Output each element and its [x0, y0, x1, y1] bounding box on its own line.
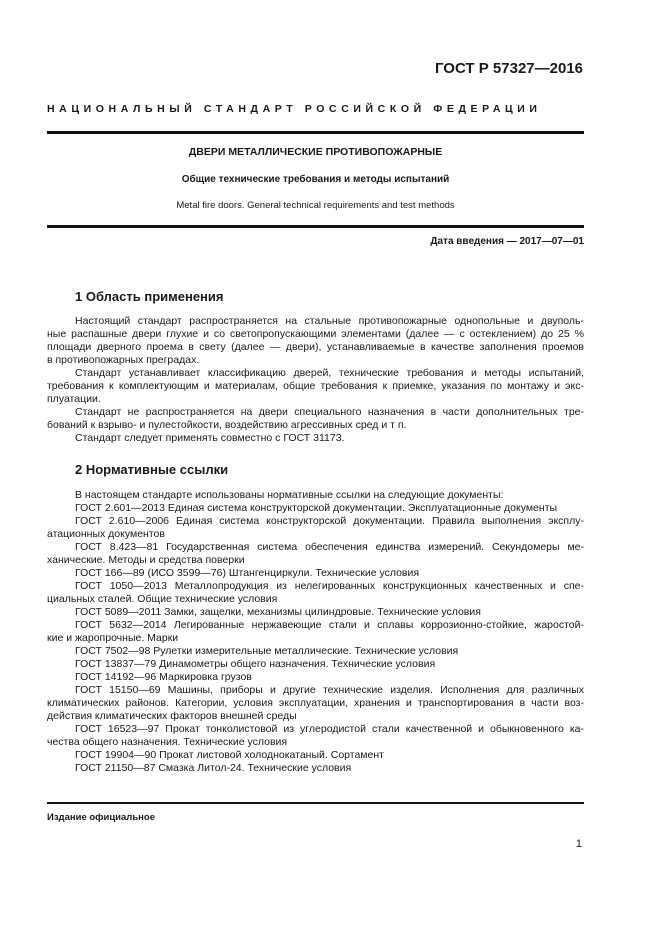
paragraph	[47, 406, 584, 432]
paragraph	[47, 502, 584, 515]
footer-divider	[47, 802, 584, 804]
paragraph	[47, 658, 584, 671]
text-line: чества общего назначения. Технические условия	[47, 736, 288, 748]
document-number: ГОСТ Р 57327—2016	[434, 60, 583, 77]
text-line: ГОСТ 14192—96 Маркировка грузов	[75, 671, 252, 683]
text-line: бований к взрыво- и пулестойкости, воздействию агрессивных сред и т п.	[47, 419, 407, 431]
text-line: ГОСТ 13837—79 Динамометры общего назначения. Технические условия	[75, 658, 436, 670]
divider	[47, 225, 584, 228]
section-heading-references: 2 Нормативные ссылки	[75, 462, 229, 477]
document-title: ДВЕРИ МЕТАЛЛИЧЕСКИЕ ПРОТИВОПОЖАРНЫЕ	[188, 146, 443, 158]
section-body-scope	[47, 315, 584, 445]
paragraph	[47, 762, 584, 775]
paragraph	[47, 684, 584, 723]
edition-note: Издание официальное	[47, 812, 155, 823]
document-subtitle: Общие технические требования и методы испытаний	[181, 174, 450, 185]
paragraph	[47, 367, 584, 406]
paragraph	[47, 489, 584, 502]
text-line: Настоящий стандарт распространяется на стальные противопожарные однопольные и двуполь-	[75, 315, 584, 327]
text-line: ГОСТ 2.610—2006 Единая система конструкторской документации. Правила выполнения эксплу-	[75, 515, 584, 527]
text-line: требования к комплектующим и материалам, общие требования к приемке, указания по монтажу и экс-	[47, 380, 584, 392]
paragraph	[47, 515, 584, 541]
text-line: Стандарт следует применять совместно с ГОСТ 31173.	[75, 432, 345, 444]
section-body-references	[47, 489, 584, 775]
text-line: в противопожарных преградах.	[47, 354, 200, 366]
english-title: Metal fire doors. General technical requirements and test methods	[176, 200, 455, 211]
text-line: климатических районов. Категории, условия эксплуатации, хранения и транспортирования в части воз-	[47, 697, 584, 709]
paragraph	[47, 671, 584, 684]
paragraph	[47, 749, 584, 762]
paragraph	[47, 315, 584, 367]
text-line: ГОСТ 19904—90 Прокат листовой холоднокатаный. Сортамент	[75, 749, 384, 761]
text-line: ные распашные двери глухие и со светопропускающими элементами (далее — с остеклением) до 25 %	[47, 328, 584, 340]
text-line: Стандарт не распространяется на двери специального назначения в части дополнительных тре-	[75, 406, 584, 418]
text-line: ГОСТ 2.601—2013 Единая система конструкторской документации. Эксплуатационные документы	[75, 502, 558, 514]
text-line: действия климатических факторов внешней среды	[47, 710, 297, 722]
paragraph	[47, 606, 584, 619]
paragraph	[47, 432, 584, 445]
text-line: ГОСТ 7502—98 Рулетки измерительные металлические. Технические условия	[75, 645, 459, 657]
text-line: Стандарт устанавливает классификацию дверей, технические требования и методы испытаний,	[75, 367, 584, 379]
text-line: ГОСТ 166—89 (ИСО 3599—76) Штангенциркули. Технические условия	[75, 567, 420, 579]
paragraph	[47, 645, 584, 658]
text-line: ханические. Методы и средства поверки	[47, 554, 245, 566]
effective-date: Дата введения — 2017—07—01	[430, 236, 584, 247]
paragraph	[47, 723, 584, 749]
text-line: кие и жаропрочные. Марки	[47, 632, 179, 644]
text-line: ГОСТ 5089—2011 Замки, защелки, механизмы цилиндровые. Технические условия	[75, 606, 481, 618]
text-line: ГОСТ 8.423—81 Государственная система обеспечения единства измерений. Секундомеры ме-	[75, 541, 584, 553]
text-line: ГОСТ 1050—2013 Металлопродукция из нелегированных конструкционных качественных и спе-	[75, 580, 584, 592]
paragraph	[47, 619, 584, 645]
paragraph	[47, 541, 584, 567]
text-line: ГОСТ 21150—87 Смазка Литол-24. Технические условия	[75, 762, 352, 774]
text-line: ГОСТ 15150—69 Машины, приборы и другие технические изделия. Исполнения для различных	[75, 684, 584, 696]
paragraph	[47, 567, 584, 580]
national-standard-banner: НАЦИОНАЛЬНЫЙ СТАНДАРТ РОССИЙСКОЙ ФЕДЕРАЦИИ	[47, 103, 542, 115]
paragraph	[47, 580, 584, 606]
text-line: ГОСТ 5632—2014 Легированные нержавеющие стали и сплавы коррозионно-стойкие, жаростой-	[75, 619, 584, 631]
page-number: 1	[575, 838, 582, 850]
text-line: площади дверного проема в свету (далее — двери), устанавливаемые в качестве заполнения проемов	[47, 341, 584, 353]
text-line: ГОСТ 16523—97 Прокат тонколистовой из углеродистой стали качественной и обыкновенного ка-	[75, 723, 584, 735]
text-line: циальных сталей. Общие технические условия	[47, 593, 278, 605]
text-line: плуатации.	[47, 393, 101, 405]
divider	[47, 131, 584, 134]
text-line: атационных документов	[47, 528, 165, 540]
text-line: В настоящем стандарте использованы нормативные ссылки на следующие документы:	[75, 489, 504, 501]
section-heading-scope: 1 Область применения	[75, 289, 224, 304]
